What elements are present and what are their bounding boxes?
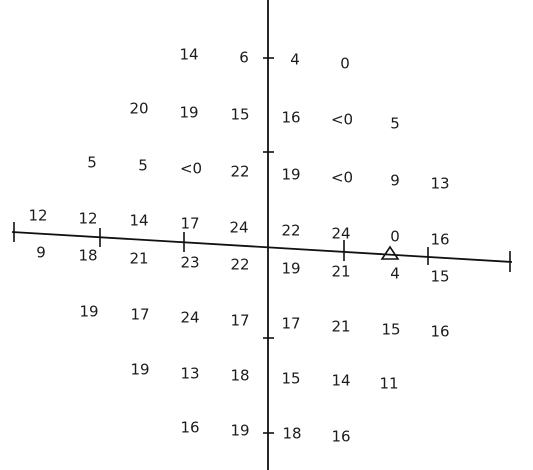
threshold-value: 15 xyxy=(230,105,250,124)
threshold-value: 0 xyxy=(390,227,400,246)
threshold-value: 18 xyxy=(78,246,98,265)
threshold-value: 18 xyxy=(282,424,302,443)
threshold-value: 9 xyxy=(390,171,400,190)
threshold-value: 16 xyxy=(430,322,450,341)
threshold-value: 18 xyxy=(230,366,250,385)
threshold-value: 13 xyxy=(430,174,450,193)
threshold-value: 12 xyxy=(78,209,98,228)
threshold-value: 21 xyxy=(331,262,351,281)
threshold-value: 14 xyxy=(179,45,199,64)
threshold-value: 15 xyxy=(281,369,301,388)
threshold-value: 22 xyxy=(230,162,250,181)
threshold-value: <0 xyxy=(330,110,354,129)
blind-spot-triangle xyxy=(382,247,398,259)
threshold-value: 14 xyxy=(331,371,351,390)
threshold-value: 23 xyxy=(180,253,200,272)
threshold-value: 19 xyxy=(79,302,99,321)
threshold-value: 19 xyxy=(179,103,199,122)
threshold-value: 5 xyxy=(87,153,97,172)
threshold-value: 19 xyxy=(230,421,250,440)
threshold-value: 24 xyxy=(180,308,200,327)
threshold-value: 17 xyxy=(281,314,301,333)
threshold-value: 21 xyxy=(331,317,351,336)
threshold-value: 17 xyxy=(180,214,200,233)
threshold-value: 21 xyxy=(129,249,149,268)
threshold-value: 19 xyxy=(281,165,301,184)
threshold-value: 4 xyxy=(390,264,400,283)
threshold-value: 24 xyxy=(229,218,249,237)
threshold-value: 16 xyxy=(430,230,450,249)
threshold-value: 22 xyxy=(281,221,301,240)
threshold-value: 17 xyxy=(230,311,250,330)
threshold-value: 12 xyxy=(28,206,48,225)
threshold-value: 5 xyxy=(390,114,400,133)
threshold-value: 24 xyxy=(331,224,351,243)
threshold-value: 13 xyxy=(180,364,200,383)
threshold-value: 5 xyxy=(138,156,148,175)
threshold-value: 19 xyxy=(130,360,150,379)
threshold-value: 9 xyxy=(36,243,46,262)
threshold-value: 6 xyxy=(239,48,249,67)
threshold-value: 14 xyxy=(129,211,149,230)
threshold-value: <0 xyxy=(330,168,354,187)
threshold-value: 4 xyxy=(290,50,300,69)
threshold-value: 19 xyxy=(281,259,301,278)
threshold-value: 15 xyxy=(381,320,401,339)
threshold-value: 22 xyxy=(230,255,250,274)
threshold-value: 16 xyxy=(180,418,200,437)
threshold-value: 11 xyxy=(379,374,399,393)
threshold-value: 16 xyxy=(281,108,301,127)
threshold-value: 0 xyxy=(340,54,350,73)
threshold-value: 17 xyxy=(130,305,150,324)
threshold-value: 16 xyxy=(331,427,351,446)
threshold-value: 20 xyxy=(129,99,149,118)
threshold-value: <0 xyxy=(179,159,203,178)
threshold-value: 15 xyxy=(430,267,450,286)
